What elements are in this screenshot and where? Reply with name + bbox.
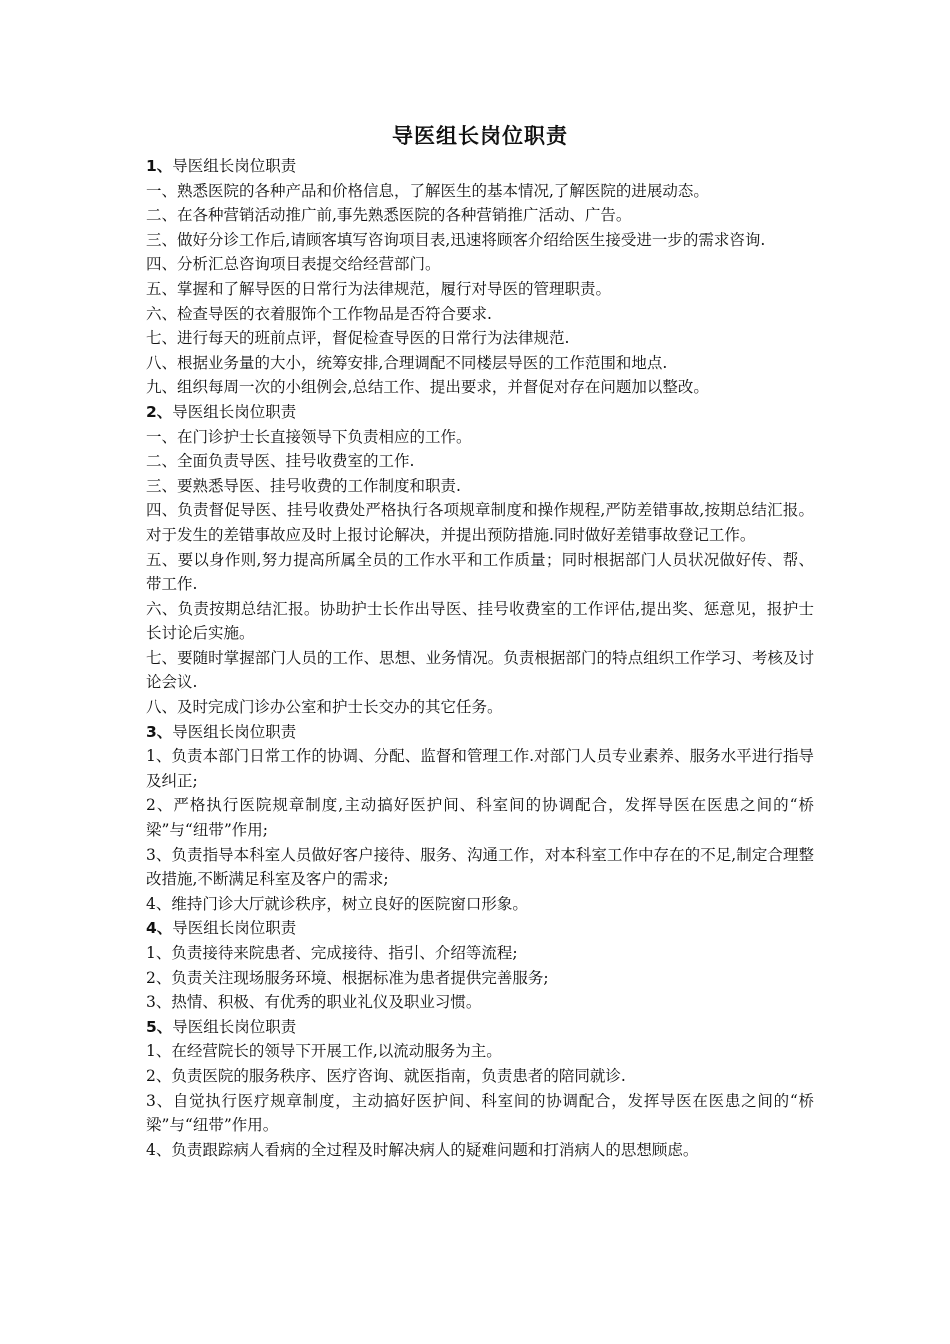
duty-item: 九、组织每周一次的小组例会,总结工作、提出要求，并督促对存在问题加以整改。 — [146, 378, 709, 397]
duty-item: 七、要随时掌握部门人员的工作、思想、业务情况。负责根据部门的特点组织工作学习、考核及讨论会议. — [146, 648, 814, 692]
section-1 — [146, 154, 814, 400]
section-heading-text: 导医组长岗位职责 — [172, 1017, 297, 1036]
section-5 — [146, 1015, 814, 1163]
duty-item: 四、分析汇总咨询项目表提交给经营部门。 — [146, 255, 441, 274]
section-2 — [146, 400, 814, 720]
duty-item: 一、在门诊护士长直接领导下负责相应的工作。 — [146, 427, 472, 446]
section-number: 4、 — [146, 919, 173, 938]
duty-item: 4、负责跟踪病人看病的全过程及时解决病人的疑难问题和打消病人的思想顾虑。 — [146, 1140, 699, 1159]
section-heading — [146, 1015, 814, 1040]
section-heading-text: 导医组长岗位职责 — [172, 157, 297, 175]
duty-item: 一、熟悉医院的各种产品和价格信息，了解医生的基本情况,了解医院的进展动态。 — [146, 181, 709, 200]
duty-item: 五、掌握和了解导医的日常行为法律规范，履行对导医的管理职责。 — [146, 279, 612, 298]
duty-item: 4、维持门诊大厅就诊秩序，树立良好的医院窗口形象。 — [146, 894, 528, 913]
document-title: 导医组长岗位职责 — [392, 124, 568, 148]
duty-item: 3、热情、积极、有优秀的职业礼仪及职业习惯。 — [146, 993, 482, 1012]
section-heading-text: 导医组长岗位职责 — [172, 919, 297, 938]
duty-item: 二、全面负责导医、挂号收费室的工作. — [146, 452, 415, 471]
duty-item: 四、负责督促导医、挂号收费处严格执行各项规章制度和操作规程,严防差错事故,按期总结汇报。对于发生的差错事故应及时上报讨论解决，并提出预防措施.同时做好差错事故登记工作。 — [146, 501, 814, 544]
duty-item: 八、及时完成门诊办公室和护士长交办的其它任务。 — [146, 698, 503, 717]
section-heading — [146, 720, 814, 745]
duty-item: 六、负责按期总结汇报。协助护士长作出导医、挂号收费室的工作评估,提出奖、惩意见，报护士长讨论后实施。 — [146, 599, 814, 643]
section-4 — [146, 916, 814, 1014]
section-heading — [146, 400, 814, 425]
duty-item: 2、负责关注现场服务环境、根据标准为患者提供完善服务; — [146, 968, 549, 987]
section-number: 5、 — [146, 1017, 173, 1036]
duty-item: 3、负责指导本科室人员做好客户接待、服务、沟通工作，对本科室工作中存在的不足,制定合理整改措施,不断满足科室及客户的需求; — [146, 845, 814, 889]
section-heading-text: 导医组长岗位职责 — [172, 722, 297, 741]
duty-item: 2、负责医院的服务秩序、医疗咨询、就医指南，负责患者的陪同就诊. — [146, 1066, 626, 1085]
duty-item: 六、检查导医的衣着服饰个工作物品是否符合要求. — [146, 304, 492, 323]
section-number: 2、 — [146, 402, 173, 421]
duty-item: 七、进行每天的班前点评，督促检查导医的日常行为法律规范. — [146, 329, 570, 348]
duty-item: 八、根据业务量的大小，统筹安排,合理调配不同楼层导医的工作范围和地点. — [146, 353, 668, 372]
section-number: 1、 — [146, 157, 173, 175]
duty-item: 2、严格执行医院规章制度,主动搞好医护间、科室间的协调配合，发挥导医在医患之间的“桥梁”与“纽带”作用; — [146, 796, 814, 840]
duty-item: 三、要熟悉导医、挂号收费的工作制度和职责. — [146, 476, 461, 495]
section-heading-text: 导医组长岗位职责 — [172, 402, 297, 421]
section-heading — [146, 154, 814, 179]
duty-item: 五、要以身作则,努力提高所属全员的工作水平和工作质量；同时根据部门人员状况做好传、帮、带工作. — [146, 550, 814, 594]
document-page — [146, 122, 814, 1162]
duty-item: 1、在经营院长的领导下开展工作,以流动服务为主。 — [146, 1042, 502, 1061]
duty-item: 3、自觉执行医疗规章制度，主动搞好医护间、科室间的协调配合，发挥导医在医患之间的“桥梁”与“纽带”作用。 — [146, 1091, 814, 1135]
duty-item: 1、负责接待来院患者、完成接待、指引、介绍等流程; — [146, 944, 518, 962]
duty-item: 三、做好分诊工作后,请顾客填写咨询项目表,迅速将顾客介绍给医生接受进一步的需求咨询. — [146, 230, 766, 249]
section-heading — [146, 916, 814, 941]
section-number: 3、 — [146, 722, 173, 741]
duty-item: 1、负责本部门日常工作的协调、分配、监督和管理工作.对部门人员专业素养、服务水平进行指导及纠正; — [146, 747, 814, 790]
section-3 — [146, 720, 814, 917]
duty-item: 二、在各种营销活动推广前,事先熟悉医院的各种营销推广活动、广告。 — [146, 206, 632, 225]
